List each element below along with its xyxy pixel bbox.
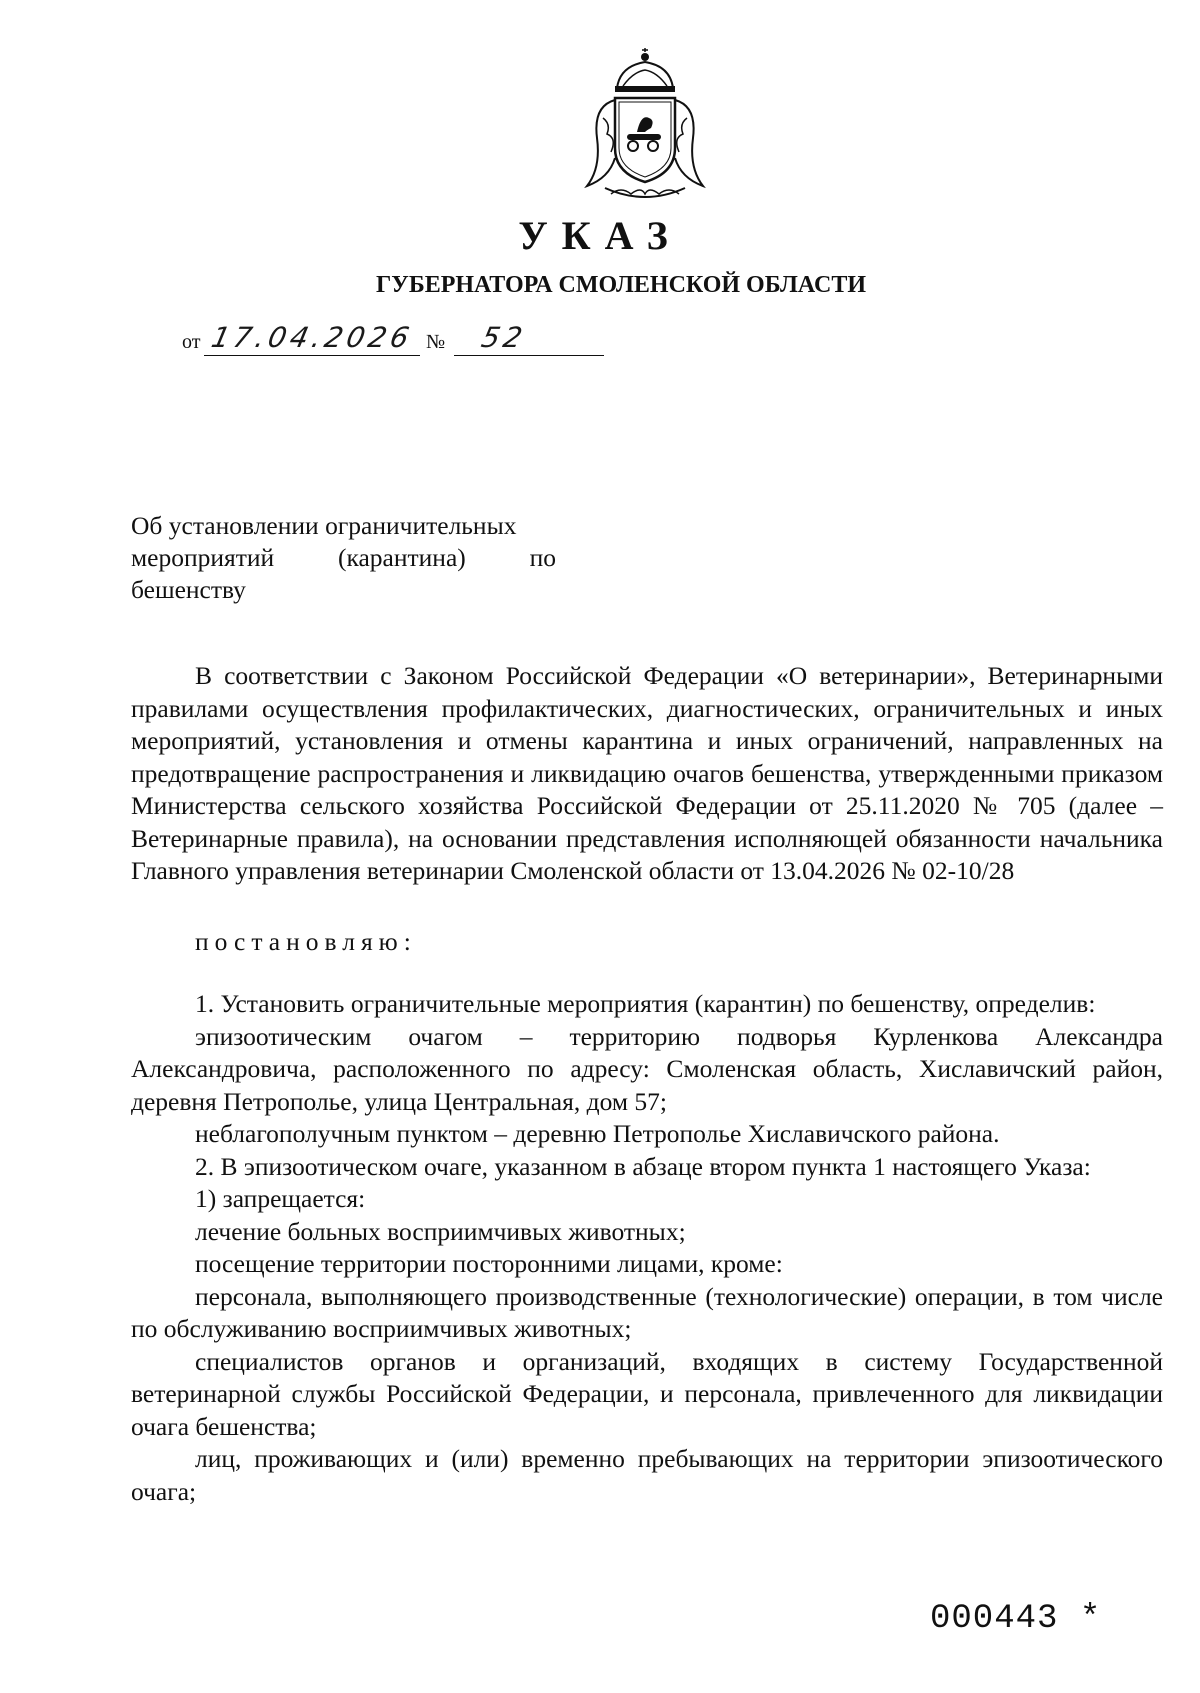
date-prefix: от (182, 331, 201, 353)
subject-line: Об установлении ограничительных (131, 511, 517, 540)
date-underline (204, 355, 420, 356)
date-number-line (182, 320, 622, 360)
body-paragraph: специалистов органов и организаций, входящих в систему Государственной ветеринарной службы Российской Федерации, и персонала, привлеченного для ликвидации очага бешенства; (131, 1346, 1163, 1441)
number-underline (454, 355, 604, 356)
body-paragraph: неблагополучным пунктом – деревню Петрополье Хиславичского района. (195, 1119, 1000, 1148)
body-paragraph: персонала, выполняющего производственные (технологические) операции, в том числе по обслуживанию восприимчивых животных; (131, 1281, 1163, 1343)
document-body (131, 660, 1163, 1508)
body-paragraph: лечение больных восприимчивых животных; (195, 1216, 686, 1246)
document-subject (131, 510, 556, 606)
subject-line: бешенству (131, 575, 246, 604)
document-title: УКАЗ (518, 213, 682, 258)
body-paragraph: эпизоотическим очагом – территорию подворья Курленкова Александра Александровича, расположенного по адресу: Смоленская область, Хиславичский район, деревня Петрополье, улица Центральная, дом 57; (131, 1021, 1163, 1116)
preamble-paragraph: В соответствии с Законом Российской Федерации «О ветеринарии», Ветеринарными правилами осуществления профилактических, диагностических, ограничительных и иных мероприятий, установления и отмены карантина и иных ограничений, направленных на предотвращение распространения и ликвидацию очагов бешенства, утвержденными приказом Министерства сельского хозяйства Российской Федерации от 25.11.2020 № 705 (далее – Ветеринарные правила), на основании представления исполняющей обязанности начальника Главного управления ветеринарии Смоленской области от 13.04.2026 № 02-10/28 (131, 661, 1163, 885)
handwritten-date: 17.04.2026 (208, 321, 416, 354)
coat-of-arms-icon (575, 48, 715, 208)
body-paragraph: 1. Установить ограничительные мероприятия (карантин) по бешенству, определив: (195, 989, 1096, 1018)
body-paragraph: 1) запрещается: (195, 1184, 366, 1213)
document-subtitle: ГУБЕРНАТОРА СМОЛЕНСКОЙ ОБЛАСТИ (375, 272, 867, 298)
body-paragraph: лиц, проживающих и (или) временно пребывающих на территории эпизоотического очага; (131, 1444, 1163, 1506)
serial-number: 000443 * (930, 1600, 1102, 1638)
body-paragraph: 2. В эпизоотическом очаге, указанном в абзаце втором пункта 1 настоящего Указа: (195, 1151, 1091, 1181)
body-paragraph: посещение территории посторонними лицами, кроме: (195, 1249, 783, 1278)
number-prefix: № (426, 331, 446, 353)
handwritten-number: 52 (478, 321, 530, 354)
subject-line: мероприятий (карантина) по (131, 543, 556, 572)
decree-word: постановляю: (195, 926, 417, 956)
